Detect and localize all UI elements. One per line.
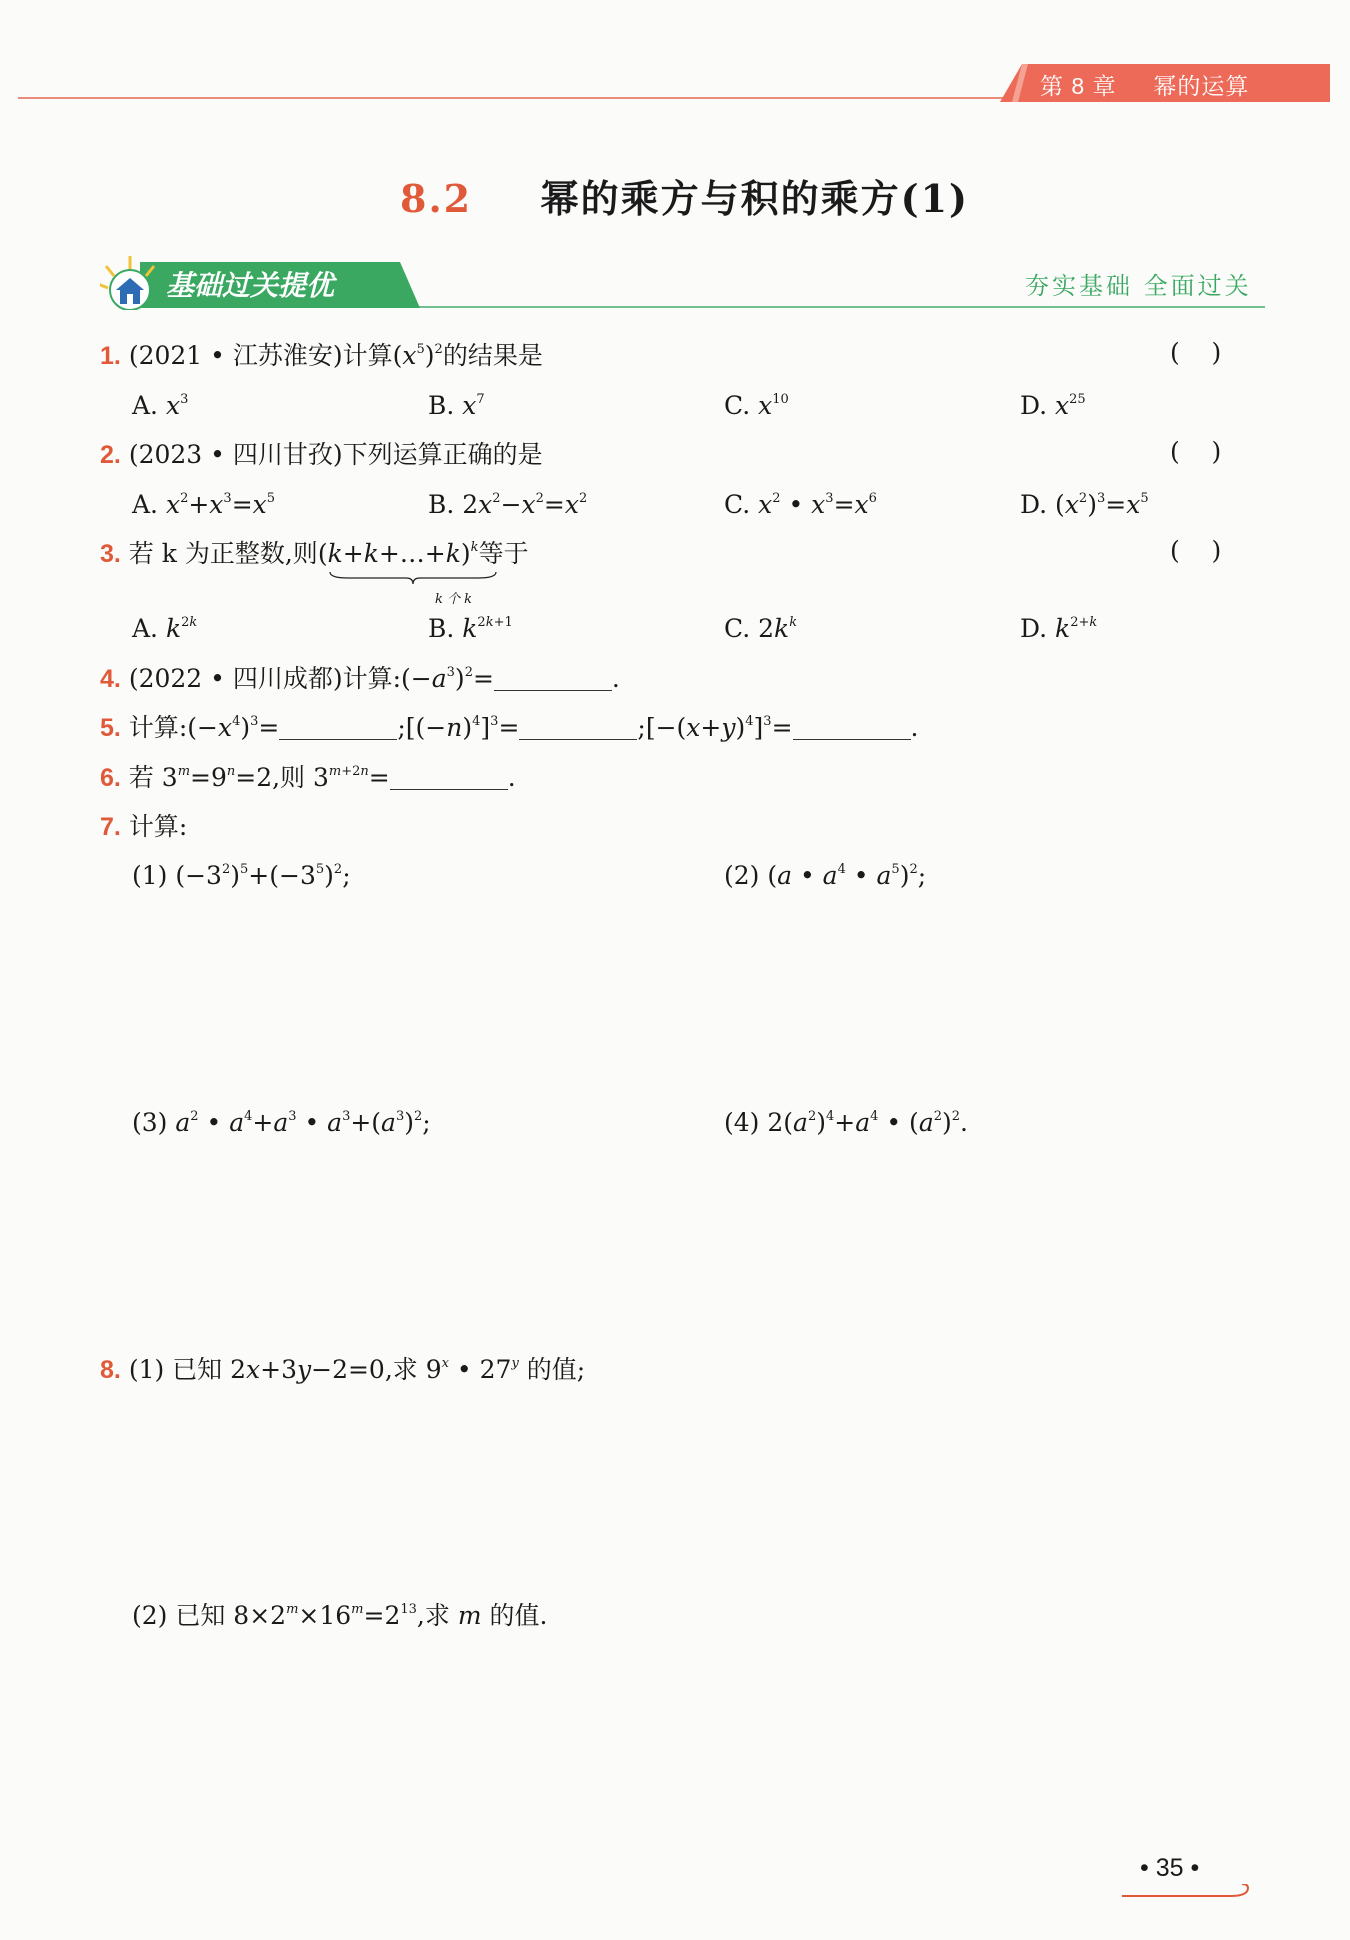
option-d[interactable]: D. $k^{2+k}$ — [1020, 614, 1098, 643]
answer-paren[interactable]: ( ) — [1170, 536, 1222, 565]
answer-blank[interactable] — [494, 664, 612, 691]
question-tail: 等于 — [478, 539, 529, 568]
q7-part-3: (3) $a^2$ • $a^4+a^3$ • $a^3+(a^3)^2$; — [132, 1108, 431, 1137]
question-stem: 若 — [128, 763, 154, 792]
question-stem: 计算 — [342, 341, 393, 370]
banner-label: 基础过关提优 — [166, 269, 335, 302]
section-text: 幂的乘方与积的乘方(1) — [540, 176, 969, 221]
question-1: 1. (2021 • 江苏淮安)计算$(x^5)^2$的结果是 — [100, 341, 543, 370]
option-a[interactable]: A. $x^2+x^3=x^5$ — [132, 490, 276, 519]
question-8: 8. (1) 已知 2x+3y−2=0,求 9$^x$ • 27$^y$ 的值; — [100, 1355, 586, 1384]
question-source: (2021 • 江苏淮安) — [128, 341, 343, 370]
header-rule — [18, 97, 1018, 99]
question-number: 7. — [100, 813, 121, 841]
chapter-tab — [1000, 64, 1330, 102]
option-c[interactable]: C. $x^{10}$ — [724, 391, 789, 420]
option-b[interactable]: B. $2x^2-x^2=x^2$ — [428, 490, 588, 519]
question-stem: 计算: — [128, 713, 188, 742]
answer-blank[interactable] — [390, 763, 508, 790]
question-stem: 计算: — [342, 664, 402, 693]
answer-blank[interactable] — [793, 713, 911, 740]
chapter-number: 第 8 章 — [1040, 73, 1117, 99]
banner-rule — [400, 306, 1265, 308]
house-icon — [114, 276, 146, 310]
page-number-underline — [1120, 1884, 1255, 1908]
banner-slogan: 夯实基础 全面过关 — [1025, 272, 1252, 300]
question-7 — [100, 809, 187, 845]
question-number: 8. — [100, 1356, 121, 1384]
question-5: 5. 计算$:(-x^4)^3=$ $;[(-n)^4]^3=$ $;[-(x+y)^4]^3=$ . — [100, 713, 919, 742]
question-number: 2. — [100, 441, 121, 469]
question-4: 4. (2022 • 四川成都)计算$:(-a^3)^2=$ . — [100, 664, 620, 693]
option-b[interactable]: B. $k^{2k+1}$ — [428, 614, 513, 643]
q7-part-4: (4) $2(a^2)^4+a^4$ • $(a^2)^2$. — [724, 1108, 968, 1137]
option-a[interactable]: A. $k^{2k}$ — [132, 614, 198, 643]
option-a[interactable]: A. $x^3$ — [132, 391, 189, 420]
option-b[interactable]: B. $x^7$ — [428, 391, 485, 420]
question-stem: 下列运算正确的是 — [342, 440, 543, 469]
question-stem: 若 k 为正整数,则 — [128, 539, 318, 568]
option-d[interactable]: D. $x^{25}$ — [1020, 391, 1086, 420]
option-d[interactable]: D. $(x^2)^3=x^5$ — [1020, 490, 1149, 519]
question-number: 6. — [100, 764, 121, 792]
question-6: 6. 若 $3^m=9^n=2$,则 $3^{m+2n}=$ . — [100, 763, 516, 792]
q7-part-1: (1) $(-3^2)^5+(-3^5)^2$; — [132, 861, 351, 890]
question-number: 3. — [100, 540, 121, 568]
question-number: 4. — [100, 665, 121, 693]
question-number: 1. — [100, 342, 121, 370]
brace-label: k 个 k — [435, 592, 473, 607]
section-number: 8.2 — [400, 176, 473, 221]
answer-paren[interactable]: ( ) — [1170, 437, 1222, 466]
banner — [100, 254, 1265, 310]
chapter-title: 幂的运算 — [1153, 73, 1250, 99]
option-c[interactable]: C. $x^2$ • $x^3=x^6$ — [724, 490, 877, 519]
page-number: • 35 • — [1140, 1854, 1200, 1882]
answer-paren[interactable]: ( ) — [1170, 338, 1222, 367]
question-2 — [100, 437, 543, 473]
section-title — [400, 168, 969, 223]
question-number: 5. — [100, 714, 121, 742]
question-source: (2022 • 四川成都) — [128, 664, 343, 693]
option-c[interactable]: C. $2k^k$ — [724, 614, 798, 643]
q7-part-2: (2) (a • $a^4$ • $a^5)^2$; — [724, 861, 927, 890]
q8-part-2: (2) 已知 $8\times 2^m\times 16^m=2^{13}$,求 m 的值. — [132, 1601, 548, 1630]
question-3: 3. 若 k 为正整数,则(k+k+…+k )$^k$等于 — [100, 536, 529, 572]
answer-blank[interactable] — [279, 713, 397, 740]
question-stem: 计算: — [128, 812, 188, 841]
question-source: (2023 • 四川甘孜) — [128, 440, 343, 469]
answer-blank[interactable] — [519, 713, 637, 740]
